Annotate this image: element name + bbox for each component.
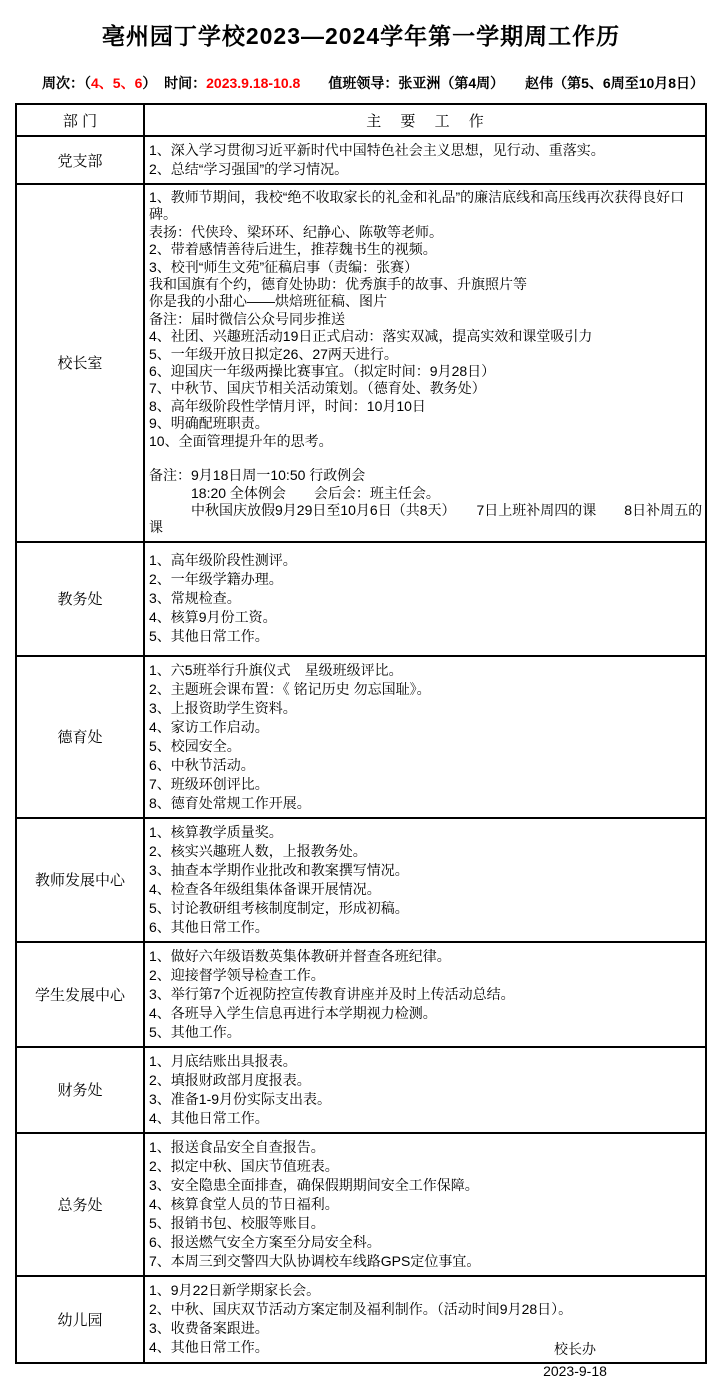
work-line: 3、安全隐患全面排查，确保假期期间安全工作保障。	[149, 1176, 479, 1193]
work-line: 4、核算食堂人员的节日福利。	[149, 1195, 339, 1212]
dept-cell: 学生发展中心	[16, 942, 144, 1047]
table-row	[16, 184, 706, 542]
work-column-header: 主 要 工 作	[144, 104, 706, 136]
work-line: 6、其他日常工作。	[149, 918, 269, 935]
work-line: 3、上报资助学生资料。	[149, 699, 297, 716]
work-line: 3、校刊“师生文苑”征稿启事（责编：张赛）	[149, 258, 419, 275]
work-line: 4、社团、兴趣班活动19日正式启动：落实双减，提高实效和课堂吸引力	[149, 328, 593, 345]
work-line: 你是我的小甜心——烘焙班征稿、图片	[149, 293, 387, 310]
table-row	[16, 1047, 706, 1133]
work-line: 中秋国庆放假9月29日至10月6日（共8天） 7日上班补周四的课 8日补周五的课	[149, 501, 703, 536]
work-cell	[144, 136, 706, 184]
work-line: 4、其他日常工作。	[149, 1109, 269, 1126]
duty-leader: 值班领导：张亚洲（第4周） 赵伟（第5、6周至10月8日）	[300, 75, 705, 91]
table-body	[16, 136, 706, 1363]
work-line: 2、带着感情善待后进生，推荐魏书生的视频。	[149, 241, 437, 258]
signature-office: 校长办	[554, 1341, 596, 1357]
table-row	[16, 136, 706, 184]
work-line: 1、高年级阶段性测评。	[149, 552, 297, 569]
work-line: 1、六5班举行升旗仪式 星级班级评比。	[149, 661, 403, 678]
work-line: 5、讨论教研组考核制度制定，形成初稿。	[149, 899, 409, 916]
work-line: 5、校园安全。	[149, 737, 241, 754]
week-label: 周次：（	[42, 75, 91, 91]
table-row	[16, 542, 706, 656]
weekly-work-table	[15, 103, 707, 1364]
work-line: 4、核算9月份工资。	[149, 609, 277, 626]
work-line: 2、核实兴趣班人数，上报教务处。	[149, 842, 367, 859]
time-label: ） 时间：	[142, 75, 207, 91]
work-line: 4、其他日常工作。	[149, 1339, 269, 1356]
dept-cell: 德育处	[16, 656, 144, 818]
work-line: 1、教师节期间，我校“绝不收取家长的礼金和礼品”的廉洁底线和高压线再次获得良好口碑。	[149, 189, 685, 223]
work-cell	[144, 542, 706, 656]
work-line: 4、各班导入学生信息再进行本学期视力检测。	[149, 1004, 437, 1021]
work-line: 5、一年级开放日拟定26、27两天进行。	[149, 345, 398, 362]
work-line: 8、德育处常规工作开展。	[149, 794, 311, 811]
work-line: 2、迎接督学领导检查工作。	[149, 966, 325, 983]
work-line: 3、收费备案跟进。	[149, 1320, 269, 1337]
work-line	[149, 450, 703, 467]
work-line: 2、一年级学籍办理。	[149, 571, 283, 588]
table-row	[16, 942, 706, 1047]
week-numbers: 4、5、6	[91, 75, 143, 91]
work-line: 2、总结“学习强国”的学习情况。	[149, 161, 349, 177]
work-line: 2、填报财政部月度报表。	[149, 1071, 311, 1088]
work-cell	[144, 184, 706, 542]
page-title: 亳州园丁学校2023—2024学年第一学期周工作历	[101, 23, 621, 49]
dept-cell: 校长室	[16, 184, 144, 542]
dept-cell: 党支部	[16, 136, 144, 184]
time-value: 2023.9.18-10.8	[206, 75, 301, 91]
work-line: 2、主题班会课布置：《 铭记历史 勿忘国耻》。	[149, 680, 431, 697]
dept-cell: 教师发展中心	[16, 818, 144, 942]
table-row	[16, 818, 706, 942]
work-line: 1、报送食品安全自查报告。	[149, 1138, 325, 1155]
header-row	[16, 104, 706, 136]
work-line: 表扬：代侠玲、梁环环、纪静心、陈敬等老师。	[149, 223, 443, 240]
work-line: 备注：9月18日周一10:50 行政例会	[149, 467, 366, 484]
table-row	[16, 1133, 706, 1276]
work-line: 1、9月22日新学期家长会。	[149, 1282, 321, 1299]
work-line: 3、准备1-9月份实际支出表。	[149, 1090, 332, 1107]
dept-column-header: 部 门	[16, 104, 144, 136]
work-line: 9、明确配班职责。	[149, 415, 269, 432]
work-line: 5、其他日常工作。	[149, 628, 269, 645]
work-line: 10、全面管理提升年的思考。	[149, 432, 333, 449]
work-line: 8、高年级阶段性学情月评，时间：10月10日	[149, 397, 426, 414]
work-cell	[144, 656, 706, 818]
work-line: 6、报送燃气安全方案至分局安全科。	[149, 1233, 381, 1250]
dept-cell: 总务处	[16, 1133, 144, 1276]
work-line: 1、做好六年级语数英集体教研并督查各班纪律。	[149, 947, 451, 964]
work-line: 6、迎国庆一年级两操比赛事宜。（拟定时间：9月28日）	[149, 363, 496, 380]
work-cell	[144, 1047, 706, 1133]
meta-line	[42, 73, 722, 93]
work-line: 备注：届时微信公众号同步推送	[149, 310, 345, 327]
work-line: 2、中秋、国庆双节活动方案定制及福利制作。（活动时间9月28日）。	[149, 1301, 573, 1318]
work-line: 1、深入学习贯彻习近平新时代中国特色社会主义思想，见行动、重落实。	[149, 142, 605, 158]
work-line: 我和国旗有个约，德育处协助：优秀旗手的故事、升旗照片等	[149, 276, 527, 293]
work-line: 5、报销书包、校服等账目。	[149, 1214, 325, 1231]
work-line: 2、拟定中秋、国庆节值班表。	[149, 1157, 339, 1174]
work-line: 5、其他工作。	[149, 1023, 241, 1040]
table-row	[16, 656, 706, 818]
work-line: 4、检查各年级组集体备课开展情况。	[149, 880, 381, 897]
work-line: 3、抽查本学期作业批改和教案撰写情况。	[149, 861, 409, 878]
work-line: 3、常规检查。	[149, 590, 241, 607]
work-line: 7、班级环创评比。	[149, 775, 269, 792]
work-cell	[144, 1133, 706, 1276]
work-line: 18:20 全体例会 会后会：班主任会。	[149, 484, 440, 501]
work-line: 6、中秋节活动。	[149, 756, 255, 773]
work-line: 7、本周三到交警四大队协调校车线路GPS定位事宜。	[149, 1252, 481, 1269]
work-line: 3、举行第7个近视防控宣传教育讲座并及时上传活动总结。	[149, 985, 515, 1002]
work-cell	[144, 942, 706, 1047]
work-line: 1、月底结账出具报表。	[149, 1052, 297, 1069]
dept-cell: 财务处	[16, 1047, 144, 1133]
signature-date: 2023-9-18	[543, 1363, 607, 1379]
dept-cell: 幼儿园	[16, 1276, 144, 1363]
work-line: 7、中秋节、国庆节相关活动策划。（德育处、教务处）	[149, 380, 486, 397]
work-cell	[144, 818, 706, 942]
work-line: 1、核算教学质量奖。	[149, 823, 283, 840]
work-line: 4、家访工作启动。	[149, 718, 269, 735]
signature-block	[470, 1338, 680, 1382]
dept-cell: 教务处	[16, 542, 144, 656]
table-head	[16, 104, 706, 136]
